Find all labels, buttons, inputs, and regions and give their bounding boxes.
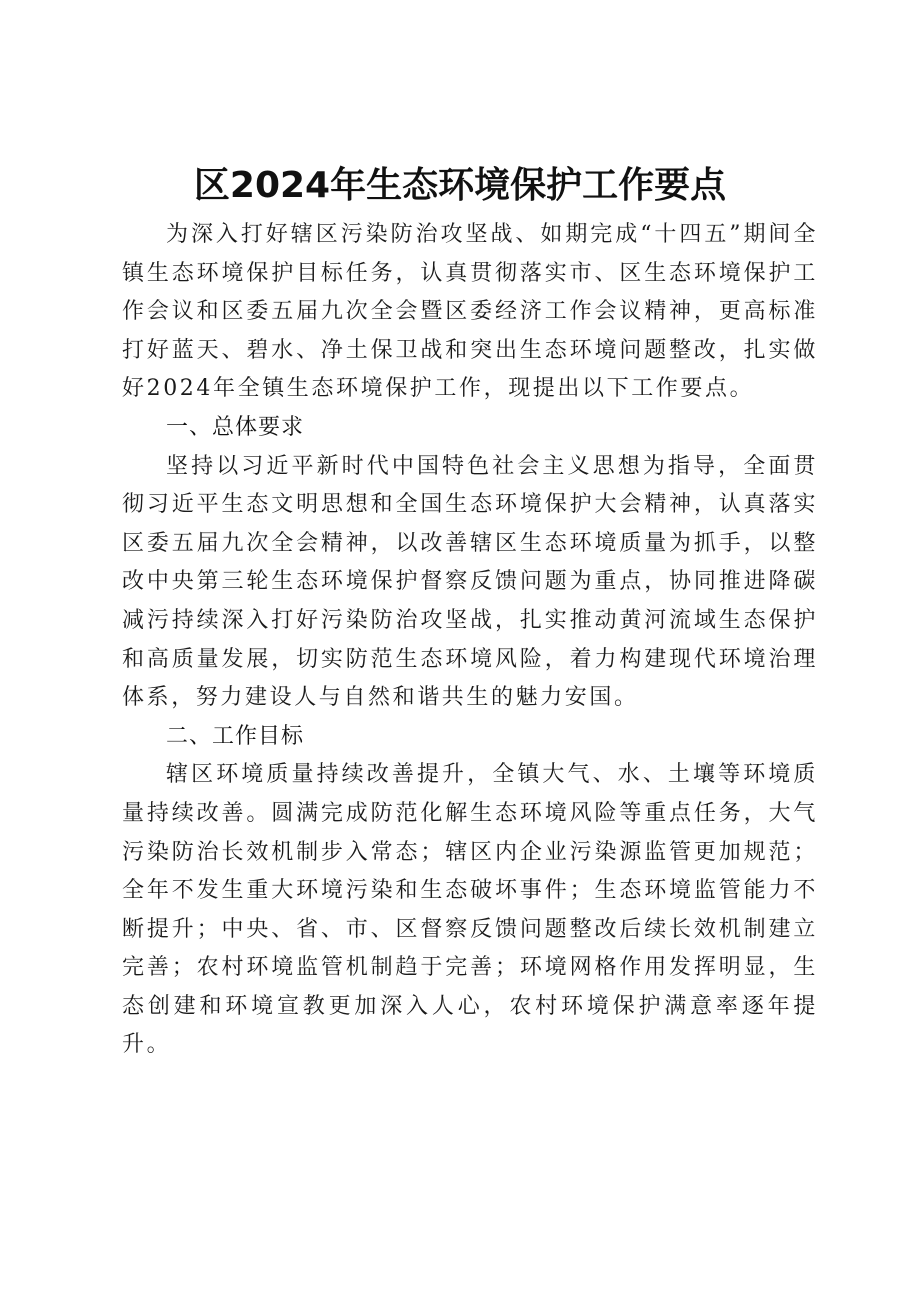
section-heading-general-requirements: 一、总体要求	[166, 414, 305, 440]
intro-paragraph: 为深入打好辖区污染防治攻坚战、如期完成“十四五”期间全镇生态环境保护目标任务，认真贯彻落实市、区生态环境保护工作会议和区委五届九次全会暨区委经济工作会议精神，更高标准打好蓝天、碧水、净土保卫战和突出生态环境问题整改，扎实做好2024年全镇生态环境保护工作，现提出以下工作要点。	[122, 222, 818, 402]
document-title: 区2024年生态环境保护工作要点	[193, 165, 727, 206]
section-paragraph-work-goals: 辖区环境质量持续改善提升，全镇大气、水、土壤等环境质量持续改善。圆满完成防范化解生态环境风险等重点任务，大气污染防治长效机制步入常态；辖区内企业污染源监管更加规范；全年不发生重大环境污染和生态破坏事件；生态环境监管能力不断提升；中央、省、市、区督察反馈问题整改后续长效机制建立完善；农村环境监管机制趋于完善；环境网格作用发挥明显，生态创建和环境宣教更加深入人心，农村环境保护满意率逐年提升。	[122, 762, 818, 1058]
section-heading-work-goals: 二、工作目标	[166, 723, 305, 749]
section-paragraph-general-requirements: 坚持以习近平新时代中国特色社会主义思想为指导，全面贯彻习近平生态文明思想和全国生态环境保护大会精神，认真落实区委五届九次全会精神，以改善辖区生态环境质量为抓手，以整改中央第三轮生态环境保护督察反馈问题为重点，协同推进降碳减污持续深入打好污染防治攻坚战，扎实推动黄河流域生态保护和高质量发展，切实防范生态环境风险，着力构建现代环境治理体系，努力建设人与自然和谐共生的魅力安国。	[122, 453, 818, 711]
document-body	[122, 216, 818, 1065]
